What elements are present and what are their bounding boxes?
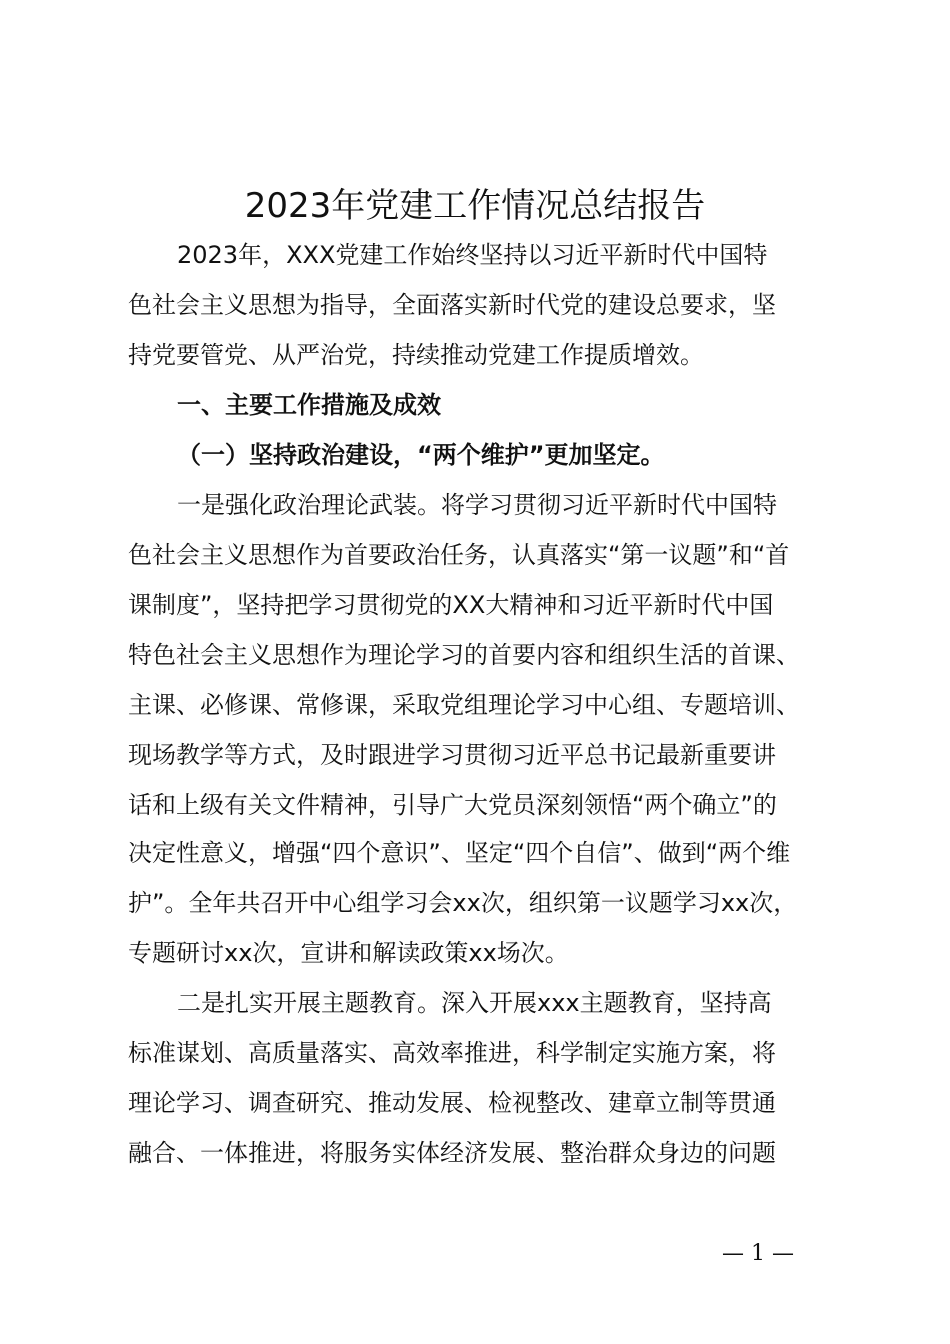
para2-line-1: 二是扎实开展主题教育。深入开展xxx主题教育，坚持高 bbox=[177, 989, 772, 1017]
intro-line-3: 持党要管党、从严治党，持续推动党建工作提质增效。 bbox=[128, 341, 704, 369]
page-number: — 1 — bbox=[722, 1241, 794, 1266]
para1-line-10: 专题研讨xx次，宣讲和解读政策xx场次。 bbox=[128, 939, 569, 967]
para1-line-7: 话和上级有关文件精神，引导广大党员深刻领悟“两个确立”的 bbox=[128, 791, 777, 819]
para1-line-2: 色社会主义思想作为首要政治任务，认真落实“第一议题”和“首 bbox=[128, 541, 790, 569]
para1-line-5: 主课、必修课、常修课，采取党组理论学习中心组、专题培训、 bbox=[128, 691, 800, 719]
section-heading-1: 一、主要工作措施及成效 bbox=[177, 391, 441, 419]
para1-line-6: 现场教学等方式，及时跟进学习贯彻习近平总书记最新重要讲 bbox=[128, 741, 776, 769]
para1-line-8: 决定性意义，增强“四个意识”、坚定“四个自信”、做到“两个维 bbox=[128, 839, 791, 867]
para1-line-9: 护”。全年共召开中心组学习会xx次，组织第一议题学习xx次， bbox=[128, 889, 798, 917]
intro-line-2: 色社会主义思想为指导，全面落实新时代党的建设总要求，坚 bbox=[128, 291, 776, 319]
para2-line-3: 理论学习、调查研究、推动发展、检视整改、建章立制等贯通 bbox=[128, 1089, 776, 1117]
para2-line-4: 融合、一体推进，将服务实体经济发展、整治群众身边的问题 bbox=[128, 1139, 776, 1167]
para1-line-4: 特色社会主义思想作为理论学习的首要内容和组织生活的首课、 bbox=[128, 641, 800, 669]
para1-line-1: 一是强化政治理论武装。将学习贯彻习近平新时代中国特 bbox=[177, 491, 777, 519]
document-title: 2023年党建工作情况总结报告 bbox=[244, 186, 706, 226]
para1-line-3: 课制度”，坚持把学习贯彻党的XX大精神和习近平新时代中国 bbox=[128, 591, 774, 619]
subsection-heading-1: （一）坚持政治建设，“两个维护”更加坚定。 bbox=[177, 441, 665, 469]
intro-line-1: 2023年，XXX党建工作始终坚持以习近平新时代中国特 bbox=[177, 241, 768, 269]
para2-line-2: 标准谋划、高质量落实、高效率推进，科学制定实施方案，将 bbox=[128, 1039, 776, 1067]
